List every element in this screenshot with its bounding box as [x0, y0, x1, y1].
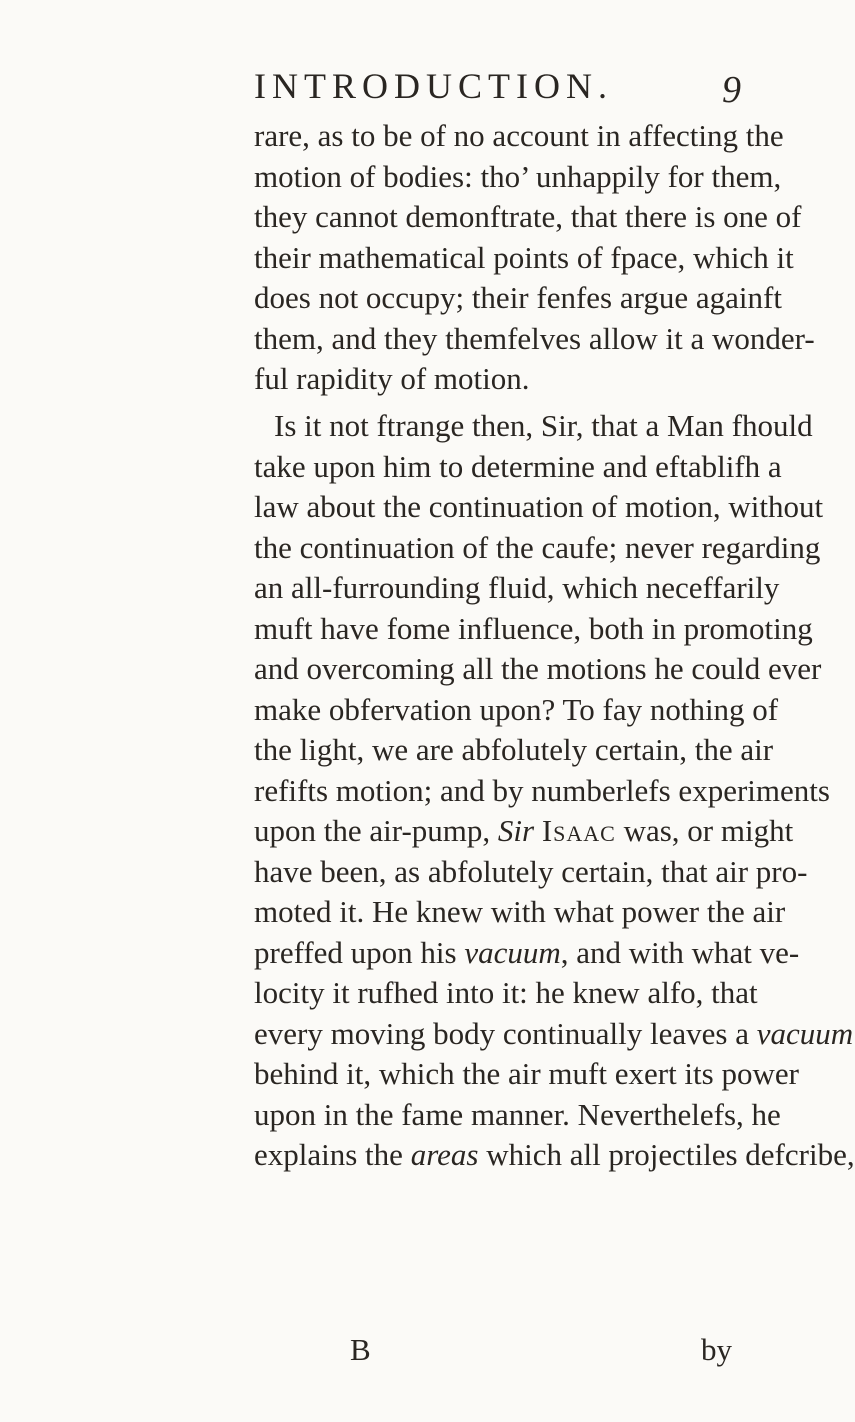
text-line: the light, we are abfolutely certain, the air — [254, 732, 774, 767]
text-line: take upon him to determine and eftablifh a — [254, 448, 782, 484]
text-line: muft have fome influence, both in promoting — [254, 610, 813, 646]
text-line — [254, 933, 800, 974]
text-line: make obfervation upon? To fay nothing of — [254, 691, 779, 727]
text-line: motion of bodies: tho’ unhappily for them, — [254, 158, 782, 194]
text-run: , and with what ve- — [560, 934, 800, 970]
italic-text: vacuum — [756, 1015, 854, 1051]
text-line: their mathematical points of fpace, which it — [254, 239, 794, 275]
small-caps-name: Isaac — [541, 813, 616, 848]
text-line — [254, 1135, 855, 1176]
text-line — [254, 811, 794, 852]
text-line: the continuation of the caufe; never regarding — [254, 529, 821, 565]
text-line: locity it rufhed into it: he knew alfo, that — [254, 975, 758, 1010]
text-line: and overcoming all the motions he could ever — [254, 651, 822, 686]
text-line: moted it. He knew with what power the air — [254, 894, 786, 929]
italic-text: areas — [410, 1137, 479, 1172]
signature-mark: B — [350, 1332, 371, 1367]
text-run — [534, 813, 542, 848]
text-line: an all-furrounding fluid, which neceffarily — [254, 570, 780, 605]
text-run: was, or might — [615, 813, 794, 848]
running-title: INTRODUCTION. — [254, 66, 613, 106]
text-run: preffed upon his — [254, 934, 465, 970]
text-line: behind it, which the air muft exert its power — [254, 1056, 799, 1091]
text-line: law about the continuation of motion, without — [254, 489, 824, 524]
paragraph-2 — [254, 406, 855, 1176]
page-number: 9 — [722, 69, 741, 111]
text-line: upon in the fame manner. Neverthelefs, he — [254, 1096, 781, 1132]
text-line: refifts motion; and by numberlefs experiments — [254, 772, 830, 808]
text-line — [254, 1014, 854, 1055]
text-line: Is it not ftrange then, Sir, that a Man fhould — [274, 408, 813, 443]
text-run: upon the air-pump, — [254, 813, 498, 848]
italic-text: Sir — [497, 813, 535, 848]
text-line: they cannot demonftrate, that there is one of — [254, 199, 802, 234]
text-line: does not occupy; their fenfes argue againft — [254, 280, 782, 315]
italic-text: vacuum — [464, 934, 561, 970]
paragraph-1 — [254, 116, 815, 400]
text-run: explains the — [254, 1137, 411, 1172]
catchword: by — [701, 1332, 732, 1367]
text-run: which all projectiles defcribe, — [478, 1137, 855, 1172]
text-run: every moving body continually leaves a — [254, 1015, 757, 1051]
text-line: have been, as abfolutely certain, that air pro- — [254, 853, 808, 889]
text-line: rare, as to be of no account in affecting the — [254, 118, 784, 153]
text-line: ful rapidity of motion. — [254, 361, 530, 396]
text-line: them, and they themfelves allow it a wonder- — [254, 320, 815, 356]
